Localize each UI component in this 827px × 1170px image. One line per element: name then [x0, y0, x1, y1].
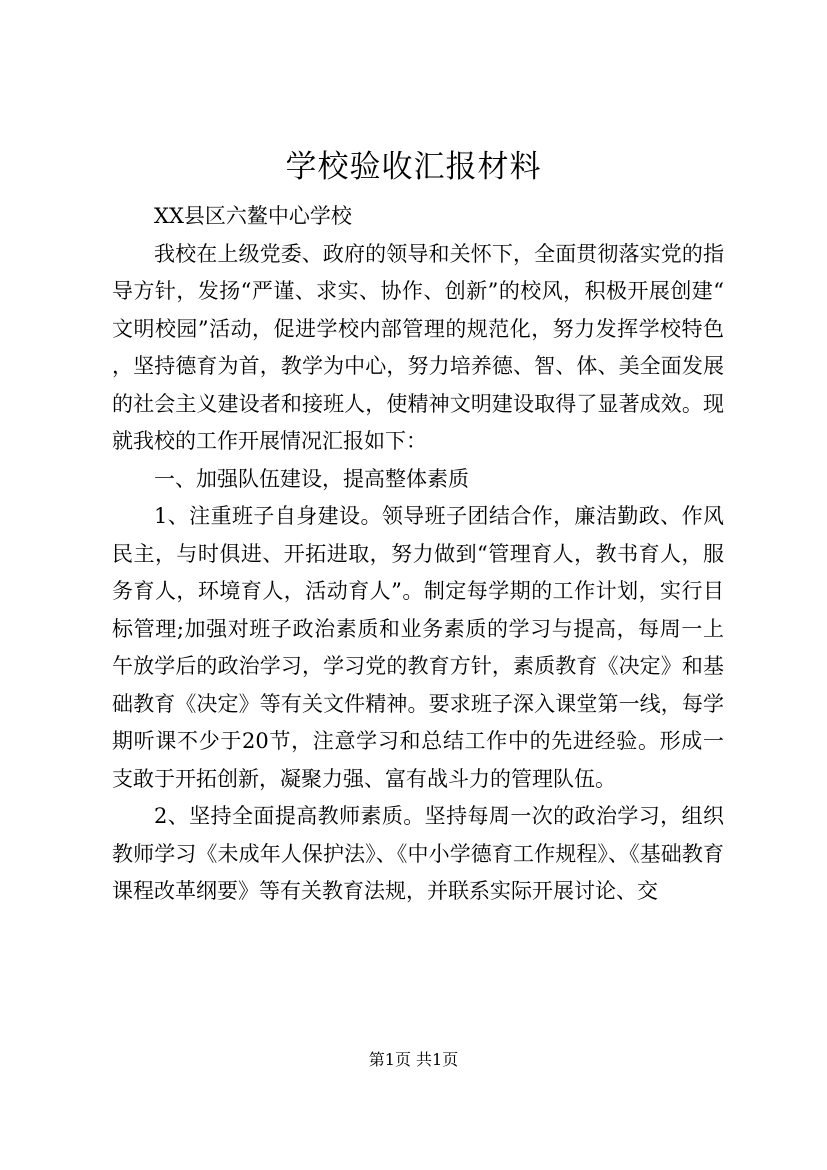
school-name-line: XX县区六鳌中心学校 [154, 204, 352, 228]
section-heading: 一、加强队伍建设，提高整体素质 [154, 466, 469, 491]
body-paragraph: 1、注重班子自身建设。领导班子团结合作，廉洁勤政、作风民主，与时俱进、开拓进取，努力做到“管理育人，教书育人，服务育人，环境育人，活动育人”。制定每学期的工作计划，实行目标管理;加强对班子政治素质和业务素质的学习与提高，每周一上午放学后的政治学习，学习党的教育方针，素质教育《决定》和基础教育《决定》等有关文件精神。要求班子深入课堂第一线，每学期听课不少于20节，注意学习和总结工作中的先进经验。形成一支敢于开拓创新，凝聚力强、富有战斗力的管理队伍。 [112, 504, 724, 791]
intro-paragraph: 我校在上级党委、政府的领导和关怀下，全面贯彻落实党的指导方针，发扬“严谨、求实、协作、创新”的校风，积极开展创建“文明校园”活动，促进学校内部管理的规范化，努力发挥学校特色，坚持德育为首，教学为中心，努力培养德、智、体、美全面发展的社会主义建设者和接班人，使精神文明建设取得了显著成效。现就我校的工作开展情况汇报如下： [112, 241, 724, 453]
body-paragraph: 2、坚持全面提高教师素质。坚持每周一次的政治学习，组织教师学习《未成年人保护法》、《中小学德育工作规程》、《基础教育课程改革纲要》等有关教育法规，并联系实际开展讨论、交 [112, 804, 724, 903]
document-title: 学校验收汇报材料 [285, 149, 542, 185]
document-body [112, 198, 724, 911]
page-footer: 第1页 共1页 [368, 1050, 459, 1069]
